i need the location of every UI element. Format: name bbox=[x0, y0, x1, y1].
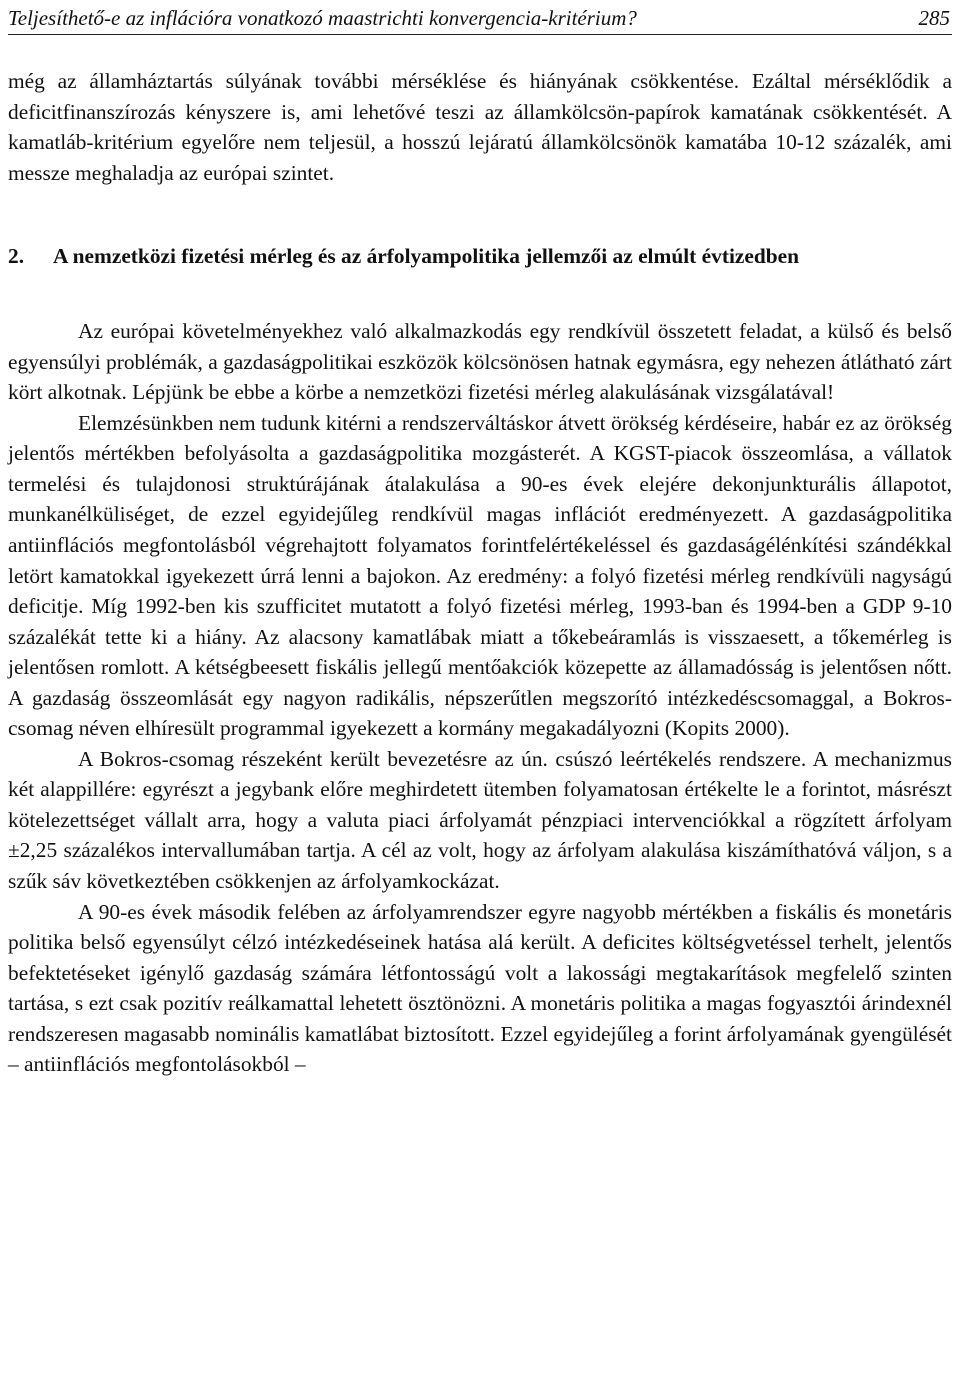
paragraph-4: A 90-es évek második felében az árfolyamrendszer egyre nagyobb mértékben a fiskális és monetáris politika belső egyensúlyt célzó intézkedéseinek hatása alá került. A deficites költségvetéssel terhelt, jelentős befektetéseket igénylő gazdaság számára létfontosságú volt a lakossági megtakarítások megfelelő szinten tartása, s ezt csak pozitív reálkamattal lehetett ösztönözni. A monetáris politika a magas fogyasztói árindexnél rendszeresen magasabb nominális kamatlábat biztosított. Ezzel egyidejűleg a forint árfolyamának gyengülését – antiinflációs megfontolásokból – bbox=[8, 899, 952, 1077]
paragraph-2: Elemzésünkben nem tudunk kitérni a rendszerváltáskor átvett örökség kérdéseire, habár ez az örökség jelentős mértékben befolyásolta a gazdaságpolitika mozgásterét. A KGST-piacok összeomlása, a vállatok termelési és tulajdonosi struktúrájának átalakulása a 90-es évek elejére dekonjunkturális állapotot, munkanélküliséget, de ezzel egyidejűleg rendkívül magas inflációt eredményezett. A gazdaságpolitika antiinflációs megfontolásból végrehajtott folyamatos forintfelértékeléssel és gazdaságélénkítési szándékkal letört kamatokkal igyekezett úrrá lenni a bajokon. Az eredmény: a folyó fizetési mérleg rendkívüli nagyságú deficitje. Míg 1992-ben kis szufficitet mutatott a folyó fizetési mérleg, 1993-ban és 1994-ben a GDP 9-10 százalékát tette ki a hiány. Az alacsony kamatlábak miatt a tőkebeáramlás is visszaesett, a tőkemérleg is jelentősen romlott. A kétségbeesett fiskális jellegű mentőakciók közepette az államadósság is jelentősen nőtt. A gazdaság összeomlását egy nagyon radikális, népszerűtlen megszorító intézkedéscsomaggal, a Bokros-csomag néven elhíresült programmal igyekezett a kormány megakadályozni (Kopits 2000). bbox=[8, 410, 952, 741]
paragraph-3: A Bokros-csomag részeként került bevezetésre az ún. csúszó leértékelés rendszere. A mechanizmus két alappillére: egyrészt a jegybank előre meghirdetett ütemben folyamatosan értékelte le a forintot, másrészt kötelezettséget vállalt arra, hogy a valuta piaci árfolyamát pénzpiaci intervenciókkal a rögzített árfolyam ±2,25 százalékos intervallumában tartja. A cél az volt, hogy az árfolyam alakulása kiszámíthatóvá váljon, s a szűk sáv következtében csökkenjen az árfolyamkockázat. bbox=[8, 746, 952, 894]
section-number: 2. bbox=[8, 244, 25, 269]
running-title: Teljesíthető-e az inflációra vonatkozó maastrichti konvergencia-kritérium? bbox=[8, 6, 637, 30]
page-number: 285 bbox=[918, 6, 950, 30]
paragraph-continuation: még az államháztartás súlyának további mérséklése és hiányának csökkentése. Ezáltal mérséklődik a deficitfinanszírozás kényszere is, ami lehetővé teszi az államkölcsön-papírok kamatának csökkentését. A kamatláb-kritérium egyelőre nem teljesül, a hosszú lejáratú államkölcsönök kamatába 10-12 százalék, ami messze meghaladja az európai szintet. bbox=[8, 69, 952, 185]
paragraph-1: Az európai követelményekhez való alkalmazkodás egy rendkívül összetett feladat, a külső és belső egyensúlyi problémák, a gazdaságpolitikai eszközök kölcsönösen hatnak egymásra, egy nehezen átlátható zárt kört alkotnak. Lépjünk be ebbe a körbe a nemzetközi fizetési mérleg alakulásának vizsgálatával! bbox=[8, 319, 952, 405]
section-title: A nemzetközi fizetési mérleg és az árfolyampolitika jellemzői az elmúlt évtizedben bbox=[53, 244, 800, 269]
running-header bbox=[8, 4, 952, 35]
section-heading bbox=[8, 241, 952, 272]
